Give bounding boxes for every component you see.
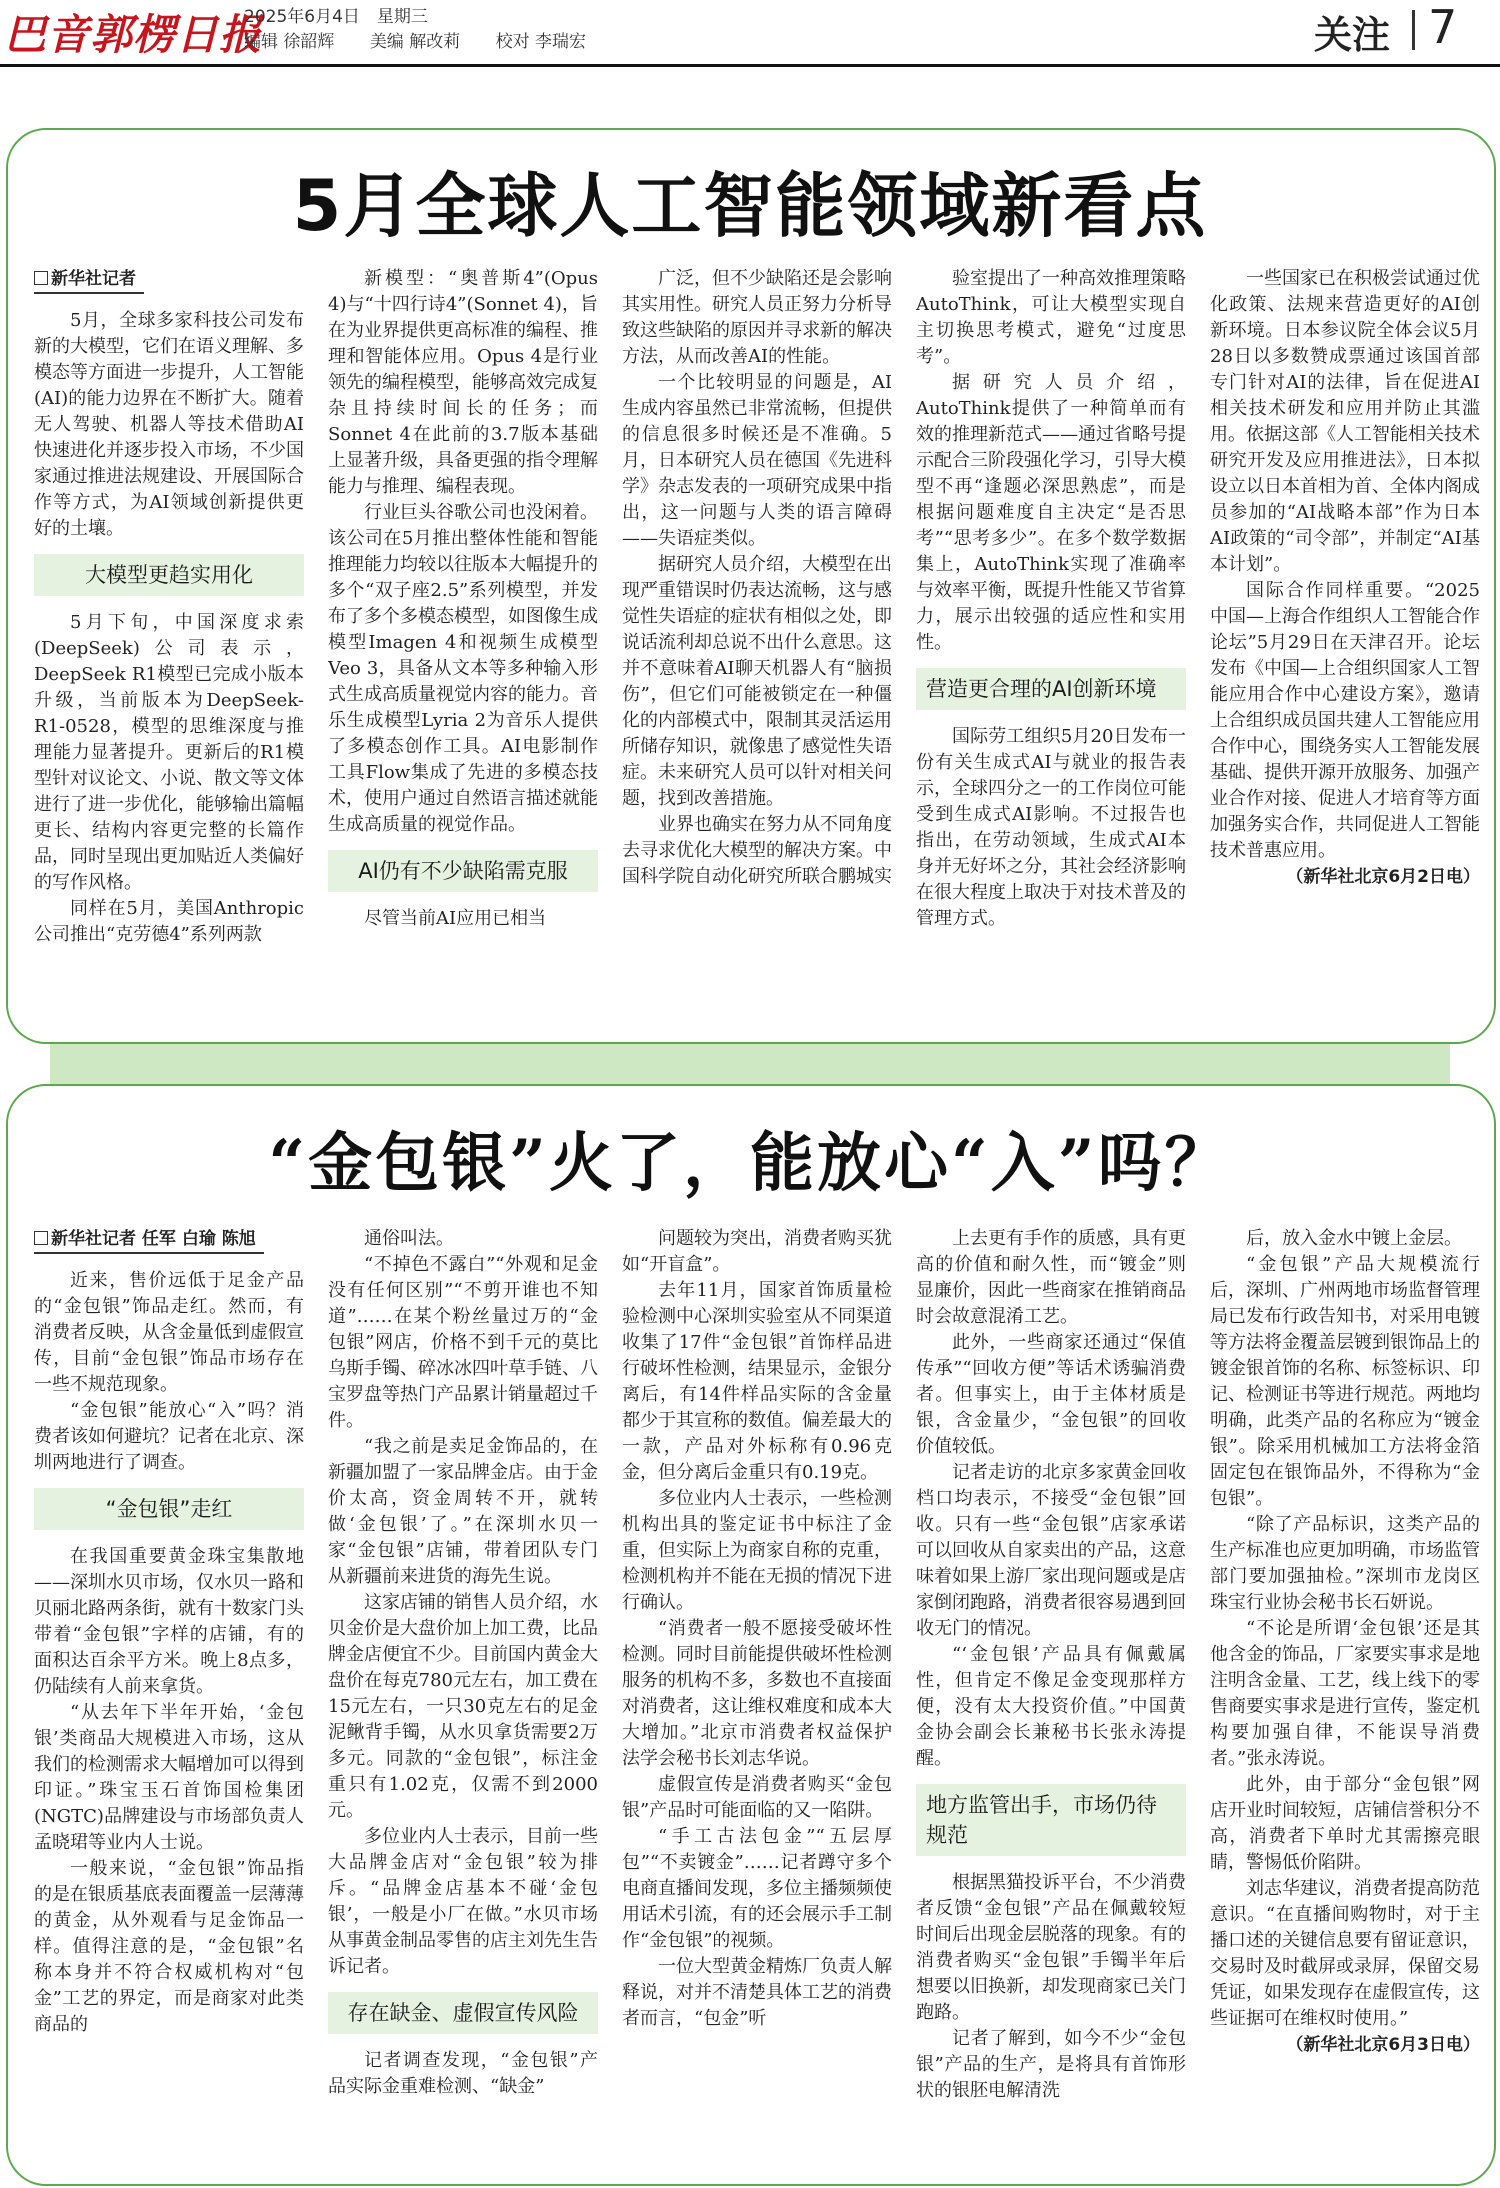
article2-column-4	[916, 1226, 1186, 2170]
paragraph: 行业巨头谷歌公司也没闲着。该公司在5月推出整体性能和智能推理能力均较以往版本大幅提升的多个“双子座2.5”系列模型，并发布了多个多模态模型，如图像生成模型Imagen 4和视频生成模型Veo 3，具备从文本等多种输入形式生成高质量视觉内容的能力。音乐生成模型Lyria 2为音乐人提供了多模态创作工具。AI电影制作工具Flow集成了先进的多模态技术，使用户通过自然语言描述就能生成高质量的视觉作品。	[328, 502, 598, 835]
paragraph: 尽管当前AI应用已相当	[364, 908, 547, 929]
masthead-rule	[0, 64, 1500, 67]
paragraph: “我之前是卖足金饰品的，在新疆加盟了一家品牌金店。由于金价太高，资金周转不开，就转做‘金包银’了。”在深圳水贝一家“金包银”店铺，带着团队专门从新疆前来进货的海先生说。	[328, 1436, 598, 1587]
article1-column-3	[622, 266, 892, 1018]
paragraph: 去年11月，国家首饰质量检验检测中心深圳实验室从不同渠道收集了17件“金包银”首饰样品进行破坏性检测，结果显示，金银分离后，有14件样品实际的含金量都少于其宣称的数值。偏差最大的一款，产品对外标称有0.96克金，但分离后金重只有0.19克。	[622, 1280, 892, 1483]
article1-headline: 5月全球人工智能领域新看点	[292, 165, 1208, 247]
section-divider	[1412, 10, 1415, 50]
newspaper-logo: 巴音郭楞日报	[4, 10, 263, 59]
article1-byline: 新华社记者	[34, 266, 144, 294]
paragraph: 据研究人员介绍，AutoThink提供了一种简单而有效的推理新范式——通过省略号提示配合三阶段强化学习，引导大模型不再“逢题必深思熟虑”，而是根据问题难度自主决定“是否思考”“思考多少”。在多个数学数据集上，AutoThink实现了准确率与效率平衡，既提升性能又节省算力，展示出较强的适应性和实用性。	[916, 372, 1186, 653]
a1-col4-body	[916, 266, 1186, 656]
paragraph: “‘金包银’产品具有佩戴属性，但肯定不像足金变现那样方便，没有太大投资价值。”中国黄金协会副会长兼秘书长张永涛提醒。	[916, 1644, 1186, 1769]
article1-subhead-3: 营造更合理的AI创新环境	[916, 668, 1186, 710]
a1-col5-body	[1210, 266, 1480, 864]
staff-credits	[244, 27, 616, 52]
paragraph: 广泛，但不少缺陷还是会影响其实用性。研究人员正努力分析导致这些缺陷的原因并寻求新的解决方法，从而改善AI的性能。	[622, 268, 892, 367]
paragraph: 记者走访的北京多家黄金回收档口均表示，不接受“金包银”回收。只有一些“金包银”店家承诺可以回收从自家卖出的产品，这意味着如果上游厂家出现问题或是店家倒闭跑路，消费者很容易遇到回收无门的情况。	[916, 1462, 1186, 1639]
paragraph: 5月下旬，中国深度求索(DeepSeek)公司表示，DeepSeek R1模型已完成小版本升级，当前版本为DeepSeek-R1-0528，模型的思维深度与推理能力显著提升。更新后的R1模型针对议论文、小说、散文等文体进行了进一步优化，能够输出篇幅更长、结构内容更完整的长篇作品，同时呈现出更加贴近人类偏好的写作风格。	[34, 612, 304, 893]
paragraph: 后，放入金水中镀上金层。	[1246, 1228, 1462, 1249]
paragraph: “金包银”产品大规模流行后，深圳、广州两地市场监督管理局已发布行政告知书，对采用电镀等方法将金覆盖层镀到银饰品上的镀金银首饰的名称、标签标识、印记、检测证书等进行规范。两地均明确，此类产品的名称应为“镀金银”。除采用机械加工方法将金箔固定包在银饰品外，不得称为“金包银”。	[1210, 1254, 1480, 1509]
a2-col2b-body	[328, 2048, 598, 2100]
paragraph: 一般来说，“金包银”饰品指的是在银质基底表面覆盖一层薄薄的黄金，从外观看与足金饰品一样。值得注意的是，“金包银”名称本身并不符合权威机构对“包金”工艺的界定，而是商家对此类商品的	[34, 1858, 304, 2035]
a1-col2-body	[328, 266, 598, 838]
paragraph: 刘志华建议，消费者提高防范意识。“在直播间购物时，对于主播口述的关键信息要有留证意识，交易时及时截屏或录屏，保留交易凭证，如果发现存在虚假宣传，这些证据可在维权时使用。”	[1210, 1878, 1480, 2029]
article2-column-3	[622, 1226, 892, 2170]
paragraph: 验室提出了一种高效推理策略AutoThink，可让大模型实现自主切换思考模式，避免“过度思考”。	[916, 268, 1186, 367]
paragraph: 同样在5月，美国Anthropic公司推出“克劳德4”系列两款	[34, 898, 304, 945]
paragraph: 一位大型黄金精炼厂负责人解释说，对并不清楚具体工艺的消费者而言，“包金”听	[622, 1956, 892, 2029]
a2-col5-body	[1210, 1226, 1480, 2032]
article2-subhead-2: 存在缺金、虚假宣传风险	[328, 1992, 598, 2034]
a1-col1-body	[34, 308, 304, 542]
article1-column-1	[34, 266, 304, 1018]
paragraph: “除了产品标识，这类产品的生产标准也应更加明确，市场监管部门要加强抽检。”深圳市龙岗区珠宝行业协会秘书长石妍说。	[1210, 1514, 1480, 1613]
paragraph: 新模型：“奥普斯4”(Opus 4)与“十四行诗4”(Sonnet 4)，旨在为业界提供更高标准的编程、推理和智能体应用。Opus 4是行业领先的编程模型，能够高效完成复杂且持续时间长的任务；而Sonnet 4在此前的3.7版本基础上显著升级，具备更强的指令理解能力与推理、编程表现。	[328, 268, 598, 497]
article1-column-5	[1210, 266, 1480, 1018]
paragraph: 这家店铺的销售人员介绍，水贝金价是大盘价加上加工费，比品牌金店便宜不少。目前国内黄金大盘价在每克780元左右，加工费在15元左右，一只30克左右的足金泥鳅背手镯，从水贝拿货需要2万多元。同款的“金包银”，标注金重只有1.02克，仅需不到2000元。	[328, 1592, 598, 1821]
paragraph: 问题较为突出，消费者购买犹如“开盲盒”。	[622, 1228, 892, 1275]
article1-column-4	[916, 266, 1186, 1018]
article2-dateline: （新华社北京6月3日电）	[1286, 2035, 1480, 2055]
article2-subhead-1: “金包银”走红	[34, 1488, 304, 1530]
page-number: 7	[1428, 0, 1458, 54]
paragraph: 在我国重要黄金珠宝集散地——深圳水贝市场，仅水贝一路和贝丽北路两条街，就有十数家门头带着“金包银”字样的店铺，有的面积达百余平方米。晚上8点多，仍陆续有人前来拿货。	[34, 1546, 304, 1697]
article2-column-5	[1210, 1226, 1480, 2170]
a1-col1b-body	[34, 610, 304, 948]
paragraph: 国际合作同样重要。“2025中国—上海合作组织人工智能合作论坛”5月29日在天津召开。论坛发布《中国—上合组织国家人工智能应用合作中心建设方案》，邀请上合组织成员国共建人工智能应用合作中心，围绕务实人工智能发展基础、提供开源开放服务、加强产业合作对接、促进人才培育等方面加强务实合作，共同促进人工智能技术普惠应用。	[1210, 580, 1480, 861]
a2-col4b-body	[916, 1870, 1186, 2104]
article2-subhead-3: 地方监管出手，市场仍待规范	[916, 1784, 1186, 1856]
section-name: 关注	[1314, 13, 1391, 57]
a1-col3-body	[622, 266, 892, 890]
a2-col1-body	[34, 1268, 304, 1476]
paragraph: 近来，售价远低于足金产品的“金包银”饰品走红。然而，有消费者反映，从含金量低到虚假宣传，目前“金包银”饰品市场存在一些不规范现象。	[34, 1270, 304, 1395]
paragraph: 一些国家已在积极尝试通过优化政策、法规来营造更好的AI创新环境。日本参议院全体会议5月28日以多数赞成票通过该国首部专门针对AI的法律，旨在促进AI相关技术研发和应用并防止其滥用。依据这部《人工智能相关技术研究开发及应用推进法》，日本拟设立以日本首相为首、全体内阁成员参加的“AI战略本部”作为日本AI政策的“司令部”，并制定“AI基本计划”。	[1210, 268, 1480, 575]
a2-col2-body	[328, 1226, 598, 1980]
editor-credit: 编辑 徐韶辉	[244, 32, 335, 52]
paragraph: “不掉色不露白”“外观和足金没有任何区别”“不剪开谁也不知道”……在某个粉丝量过万的“金包银”网店，价格不到千元的莫比乌斯手镯、碎冰冰四叶草手链、八宝罗盘等热门产品累计销量超过千件。	[328, 1254, 598, 1431]
paragraph: 记者调查发现，“金包银”产品实际金重难检测、“缺金”	[328, 2050, 598, 2097]
article2-headline: “金包银”火了，能放心“入”吗？	[268, 1126, 1232, 1201]
article1-subhead-1: 大模型更趋实用化	[34, 554, 304, 596]
paragraph: “手工古法包金”“五层厚包”“不卖镀金”……记者蹲守多个电商直播间发现，多位主播频频使用话术引流，有的还会展示手工制作“金包银”的视频。	[622, 1826, 892, 1951]
paragraph: “金包银”能放心“入”吗？消费者该如何避坑？记者在北京、深圳两地进行了调查。	[34, 1400, 304, 1473]
paragraph: 多位业内人士表示，目前一些大品牌金店对“金包银”较为排斥。“品牌金店基本不碰‘金包银’，一般是小厂在做。”水贝市场从事黄金制品零售的店主刘先生告诉记者。	[328, 1826, 598, 1977]
article1-column-2	[328, 266, 598, 1018]
paragraph: 业界也确实在努力从不同角度去寻求优化大模型的解决方案。中国科学院自动化研究所联合鹏城实	[622, 814, 892, 887]
paragraph: 一个比较明显的问题是，AI生成内容虽然已非常流畅，但提供的信息很多时候还是不准确。5月，日本研究人员在德国《先进科学》杂志发表的一项研究成果中指出，这一问题与人类的语言障碍——失语症类似。	[622, 372, 892, 549]
a2-col4-body	[916, 1226, 1186, 1772]
article1-subhead-2: AI仍有不少缺陷需克服	[328, 850, 598, 892]
article2-column-1	[34, 1226, 304, 2170]
paragraph: 此外，由于部分“金包银”网店开业时间较短，店铺信誉积分不高，消费者下单时尤其需擦亮眼睛，警惕低价陷阱。	[1210, 1774, 1480, 1873]
paragraph: 虚假宣传是消费者购买“金包银”产品时可能面临的又一陷阱。	[622, 1774, 892, 1821]
paragraph: 此外，一些商家还通过“保值传承”“回收方便”等话术诱骗消费者。但事实上，由于主体材质是银，含金量少，“金包银”的回收价值较低。	[916, 1332, 1186, 1457]
article2-byline: 新华社记者 任军 白瑜 陈旭	[34, 1226, 264, 1254]
article1-dateline: （新华社北京6月2日电）	[1286, 867, 1480, 887]
proof-credit: 校对 李瑞宏	[495, 32, 587, 52]
a1-col4b-body	[916, 724, 1186, 932]
masthead	[0, 0, 1500, 68]
paragraph: 上去更有手作的质感，具有更高的价值和耐久性，而“镀金”则显廉价，因此一些商家在推销商品时会故意混淆工艺。	[916, 1228, 1186, 1327]
paragraph: “从去年下半年开始，‘金包银’类商品大规模进入市场，这从我们的检测需求大幅增加可以得到印证。”珠宝玉石首饰国检集团(NGTC)品牌建设与市场部负责人孟晓珺等业内人士说。	[34, 1702, 304, 1853]
paragraph: 根据黑猫投诉平台，不少消费者反馈“金包银”产品在佩戴较短时间后出现金层脱落的现象。有的消费者购买“金包银”手镯半年后想要以旧换新，却发现商家已关门跑路。	[916, 1872, 1186, 2023]
paragraph: 记者了解到，如今不少“金包银”产品的生产，是将具有首饰形状的银胚电解清洗	[916, 2028, 1186, 2101]
paragraph: “不论是所谓‘金包银’还是其他含金的饰品，厂家要实事求是地注明含金量、工艺，线上线下的零售商要实事求是进行宣传，鉴定机构要加强自律，不能误导消费者。”张永涛说。	[1210, 1618, 1480, 1769]
paragraph: 据研究人员介绍，大模型在出现严重错误时仍表达流畅，这与感觉性失语症的症状有相似之处，即说话流利却总说不出什么意思。这并不意味着AI聊天机器人有“脑损伤”，但它们可能被锁定在一种僵化的内部模式中，限制其灵活运用所储存知识，就像患了感觉性失语症。未来研究人员可以针对相关问题，找到改善措施。	[622, 554, 892, 809]
issue-date: 2025年6月4日 星期三	[244, 7, 428, 27]
paragraph: 国际劳工组织5月20日发布一份有关生成式AI与就业的报告表示，全球四分之一的工作岗位可能受到生成式AI影响。不过报告也指出，在劳动领域，生成式AI本身并无好坏之分，其社会经济影响在很大程度上取决于对技术普及的管理方式。	[916, 726, 1186, 929]
paragraph: “消费者一般不愿接受破坏性检测。同时目前能提供破坏性检测服务的机构不多，多数也不直接面对消费者，这让维权难度和成本大大增加。”北京市消费者权益保护法学会秘书长刘志华说。	[622, 1618, 892, 1769]
paragraph: 5月，全球多家科技公司发布新的大模型，它们在语义理解、多模态等方面进一步提升，人工智能(AI)的能力边界在不断扩大。随着无人驾驶、机器人等技术借助AI快速进化并逐步投入市场，不少国家通过推进法规建设、开展国际合作等方式，为AI领域创新提供更好的土壤。	[34, 310, 304, 539]
a2-col3-body	[622, 1226, 892, 2032]
paragraph: 多位业内人士表示，一些检测机构出具的鉴定证书中标注了金重，但实际上为商家自称的克重，检测机构并不能在无损的情况下进行确认。	[622, 1488, 892, 1613]
separator-band	[50, 1042, 1450, 1084]
paragraph: 通俗叫法。	[364, 1228, 454, 1249]
a2-col1b-body	[34, 1544, 304, 2038]
designer-credit: 美编 解改莉	[369, 32, 461, 52]
a1-col2b-body	[328, 906, 598, 932]
article2-column-2	[328, 1226, 598, 2170]
